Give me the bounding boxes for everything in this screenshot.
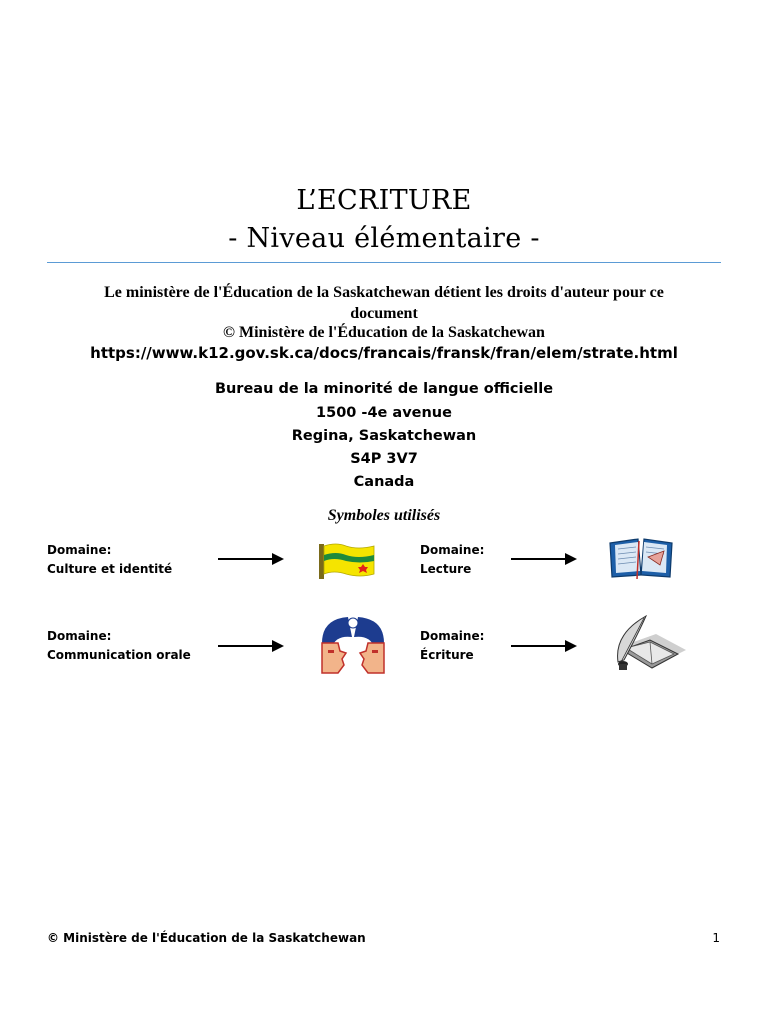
- address-street: 1500 -4e avenue: [316, 405, 452, 421]
- domain-culture-label: [47, 541, 172, 579]
- domain-label: Domaine:: [420, 629, 485, 643]
- domain-ecriture-label: [420, 627, 484, 665]
- address-postal: S4P 3V7: [350, 451, 418, 467]
- domain-label: Domaine:: [47, 629, 112, 643]
- title-divider: [47, 262, 721, 263]
- quill-book-icon: [608, 614, 688, 676]
- domain-lecture-label: [420, 541, 484, 579]
- domain-label: Domaine:: [47, 543, 112, 557]
- document-subtitle: - Niveau élémentaire -: [228, 223, 540, 254]
- footer-copyright: © Ministère de l'Éducation de la Saskatchewan: [47, 931, 366, 945]
- arrow-right-icon: [511, 640, 577, 652]
- copyright-line: © Ministère de l'Éducation de la Saskatchewan: [223, 324, 545, 341]
- symbols-heading: Symboles utilisés: [327, 507, 441, 524]
- talking-faces-icon: [318, 613, 388, 677]
- page-number: 1: [712, 931, 720, 945]
- source-url[interactable]: https://www.k12.gov.sk.ca/docs/francais/fransk/fran/elem/strate.html: [90, 344, 678, 362]
- arrow-right-icon: [218, 553, 284, 565]
- fransaskois-flag-icon: [316, 542, 378, 580]
- domain-label: Domaine:: [420, 543, 485, 557]
- domain-name: Communication orale: [47, 648, 191, 662]
- address-country: Canada: [353, 474, 415, 490]
- address-city: Regina, Saskatchewan: [291, 428, 477, 444]
- document-title: L’ECRITURE: [296, 185, 472, 216]
- domain-name: Écriture: [420, 648, 474, 662]
- address-office: Bureau de la minorité de langue officielle: [214, 381, 554, 397]
- domain-name: Culture et identité: [47, 562, 173, 576]
- arrow-right-icon: [511, 553, 577, 565]
- open-book-icon: [608, 535, 674, 581]
- arrow-right-icon: [218, 640, 284, 652]
- domain-communication-label: [47, 627, 191, 665]
- copyright-note: Le ministère de l'Éducation de la Saskatchewan détient les droits d'auteur pour ce document: [104, 284, 664, 322]
- domain-name: Lecture: [420, 562, 472, 576]
